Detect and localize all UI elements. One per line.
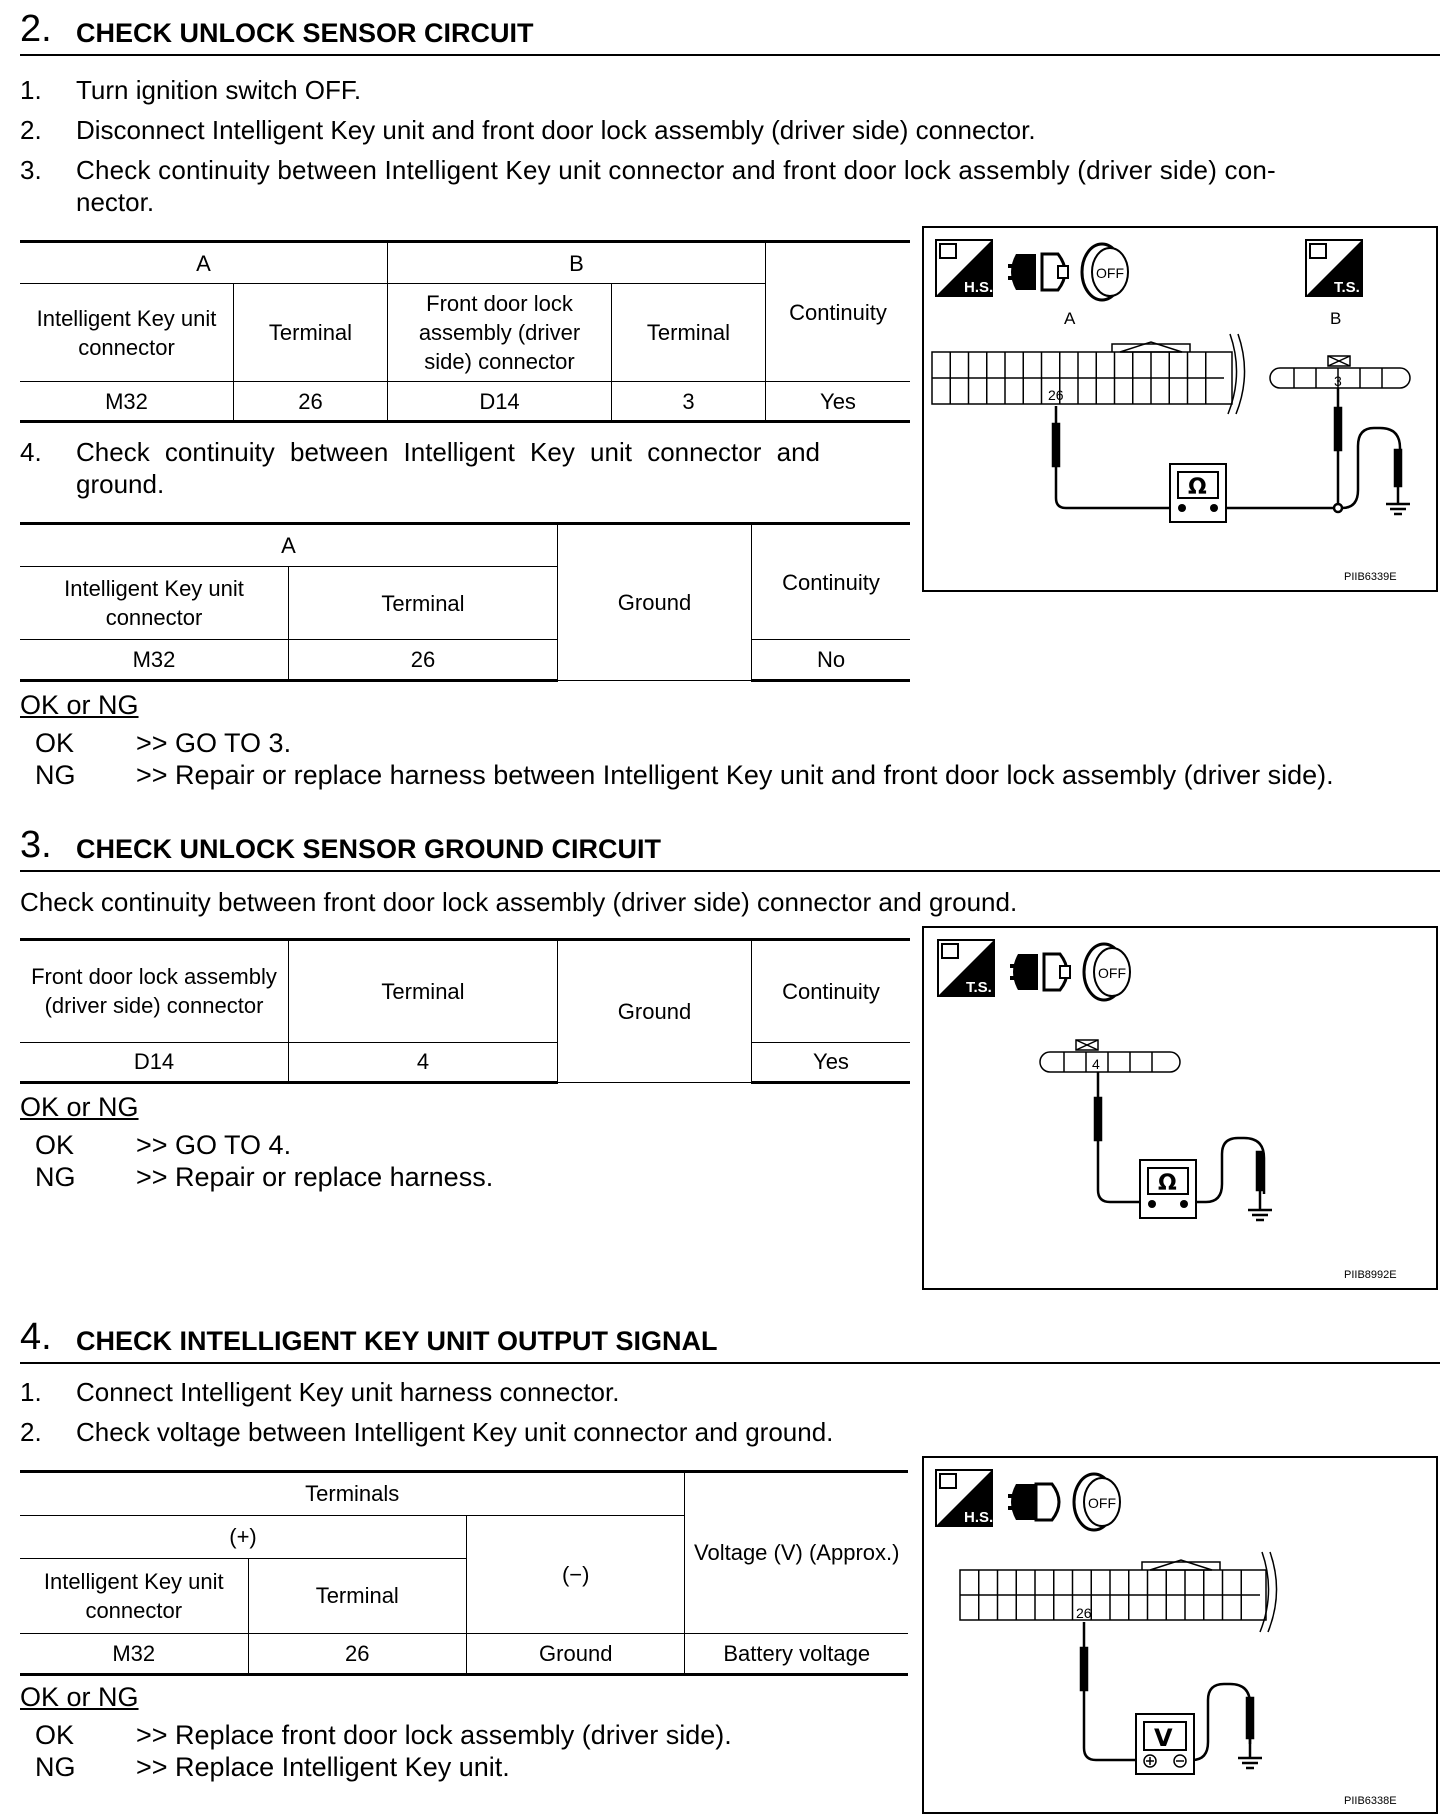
table-row: M32 26 No [20,640,910,681]
section-3-header [20,822,1440,872]
section-title: CHECK UNLOCK SENSOR GROUND CIRCUIT [76,834,662,864]
test-leads [1053,388,1410,514]
connector-disconnect-icon [1008,254,1068,290]
terminals-header: Terminals [20,1472,685,1516]
ignition-off-icon [1082,244,1128,300]
ignition-off-icon [1084,944,1130,1000]
continuity-table-ground: A Ground Continuity Intelligent Key unit connector Terminal M32 26 No [20,522,910,682]
pin-label-a: 26 [1048,387,1064,403]
section-title: CHECK INTELLIGENT KEY UNIT OUTPUT SIGNAL [76,1326,718,1356]
pin-label: 26 [1076,1605,1092,1621]
diagram-output-signal [922,1456,1438,1814]
svg-text:T.S.: T.S. [1334,279,1360,296]
harness-side-icon [936,240,993,296]
ground-header: Ground [558,524,752,681]
figure-code: PIIB6339E [1344,571,1397,583]
connector-disconnect-icon [1010,954,1070,990]
ground-header: Ground [558,940,752,1083]
pin-label: 4 [1092,1056,1100,1072]
figure-code: PIIB6338E [1344,1795,1397,1807]
svg-text:H.S.: H.S. [964,1509,994,1526]
connector-a-label: A [1064,309,1076,328]
svg-text:OFF: OFF [1096,265,1124,281]
ok-label: OK [35,728,75,758]
group-a-header: A [20,242,388,284]
section-title: CHECK UNLOCK SENSOR CIRCUIT [76,18,534,48]
step: 4. Check continuity between Intelligent Key unit connector and ground. [20,437,820,499]
group-b-header: B [388,242,766,284]
section-number: 4. [20,1316,52,1358]
ng-result: >> Replace Intelligent Key unit. [136,1752,510,1782]
ok-or-ng-label: OK or NG [20,1682,139,1712]
svg-text:T.S.: T.S. [966,979,992,996]
figure-code: PIIB8992E [1344,1269,1397,1281]
terminal-side-icon [1306,240,1362,296]
continuity-header: Continuity [752,524,911,640]
ok-or-ng-label: OK or NG [20,1092,139,1122]
ok-or-ng-label: OK or NG [20,690,139,720]
svg-text:OFF: OFF [1098,965,1126,981]
section-number: 3. [20,824,52,866]
table-row: D14 4 Yes [20,1042,910,1082]
table-row: M32 26 D14 3 Yes [20,382,910,422]
table-row: M32 26 Ground Battery voltage [20,1633,908,1674]
svg-text:OFF: OFF [1088,1495,1116,1511]
ng-label: NG [35,1162,76,1192]
ohmmeter-icon [1140,1160,1196,1218]
connector-d14 [1040,1040,1180,1072]
section-4-header [20,1314,1440,1364]
connector-m32 [960,1552,1277,1632]
section-2-header [20,6,1440,56]
ng-label: NG [35,760,76,790]
continuity-table-a-b: A B Continuity Intelligent Key unit connector Terminal Front door lock assembly (driver side) connector Terminal M32 26 D14 3 Yes [20,240,910,423]
ok-result: >> GO TO 4. [136,1130,292,1160]
continuity-header: Continuity [752,940,911,1043]
continuity-table-ground: Front door lock assembly (driver side) connector Terminal Ground Continuity D14 4 Yes [20,938,910,1084]
voltage-header: Voltage (V) (Approx.) [685,1472,908,1634]
connector-a [932,334,1245,414]
minus-header: (−) [467,1515,685,1633]
ng-result: >> Repair or replace harness. [136,1162,494,1192]
ignition-off-icon [1074,1474,1120,1530]
plus-header: (+) [20,1515,467,1559]
ok-result: >> Replace front door lock assembly (driver side). [136,1720,732,1750]
connector-icon [1008,1484,1059,1520]
harness-side-icon [936,1470,993,1526]
ok-label: OK [35,1130,75,1160]
section-number: 2. [20,8,52,50]
diagram-unlock-sensor-ground [922,926,1438,1290]
pin-label-b: 3 [1334,373,1342,389]
connector-b-label: B [1330,309,1342,328]
intro-text: Check continuity between front door lock assembly (driver side) connector and ground. [20,887,1018,917]
ng-label: NG [35,1752,76,1782]
ok-result: >> GO TO 3. [136,728,292,758]
terminal-side-icon [938,940,994,996]
voltmeter-icon [1136,1714,1194,1774]
diagram-unlock-sensor-circuit [922,226,1438,592]
ok-label: OK [35,1720,75,1750]
svg-text:Ω: Ω [1188,475,1207,500]
ohmmeter-icon [1170,464,1226,522]
ng-result: >> Repair or replace harness between Intelligent Key unit and front door lock assembly (driver side). [136,760,1334,790]
voltage-table: Terminals Voltage (V) (Approx.) (+) (−) Intelligent Key unit connector Terminal M32 26 Ground Battery voltage [20,1470,908,1676]
svg-text:V: V [1154,1724,1173,1752]
svg-text:H.S.: H.S. [964,279,994,296]
continuity-header: Continuity [766,242,911,382]
step: 3. Check continuity between Intelligent Key unit connector and front door lock assembly (driver side) con- nector. [20,155,1276,217]
svg-text:Ω: Ω [1158,1171,1177,1196]
group-a-header: A [20,524,558,567]
